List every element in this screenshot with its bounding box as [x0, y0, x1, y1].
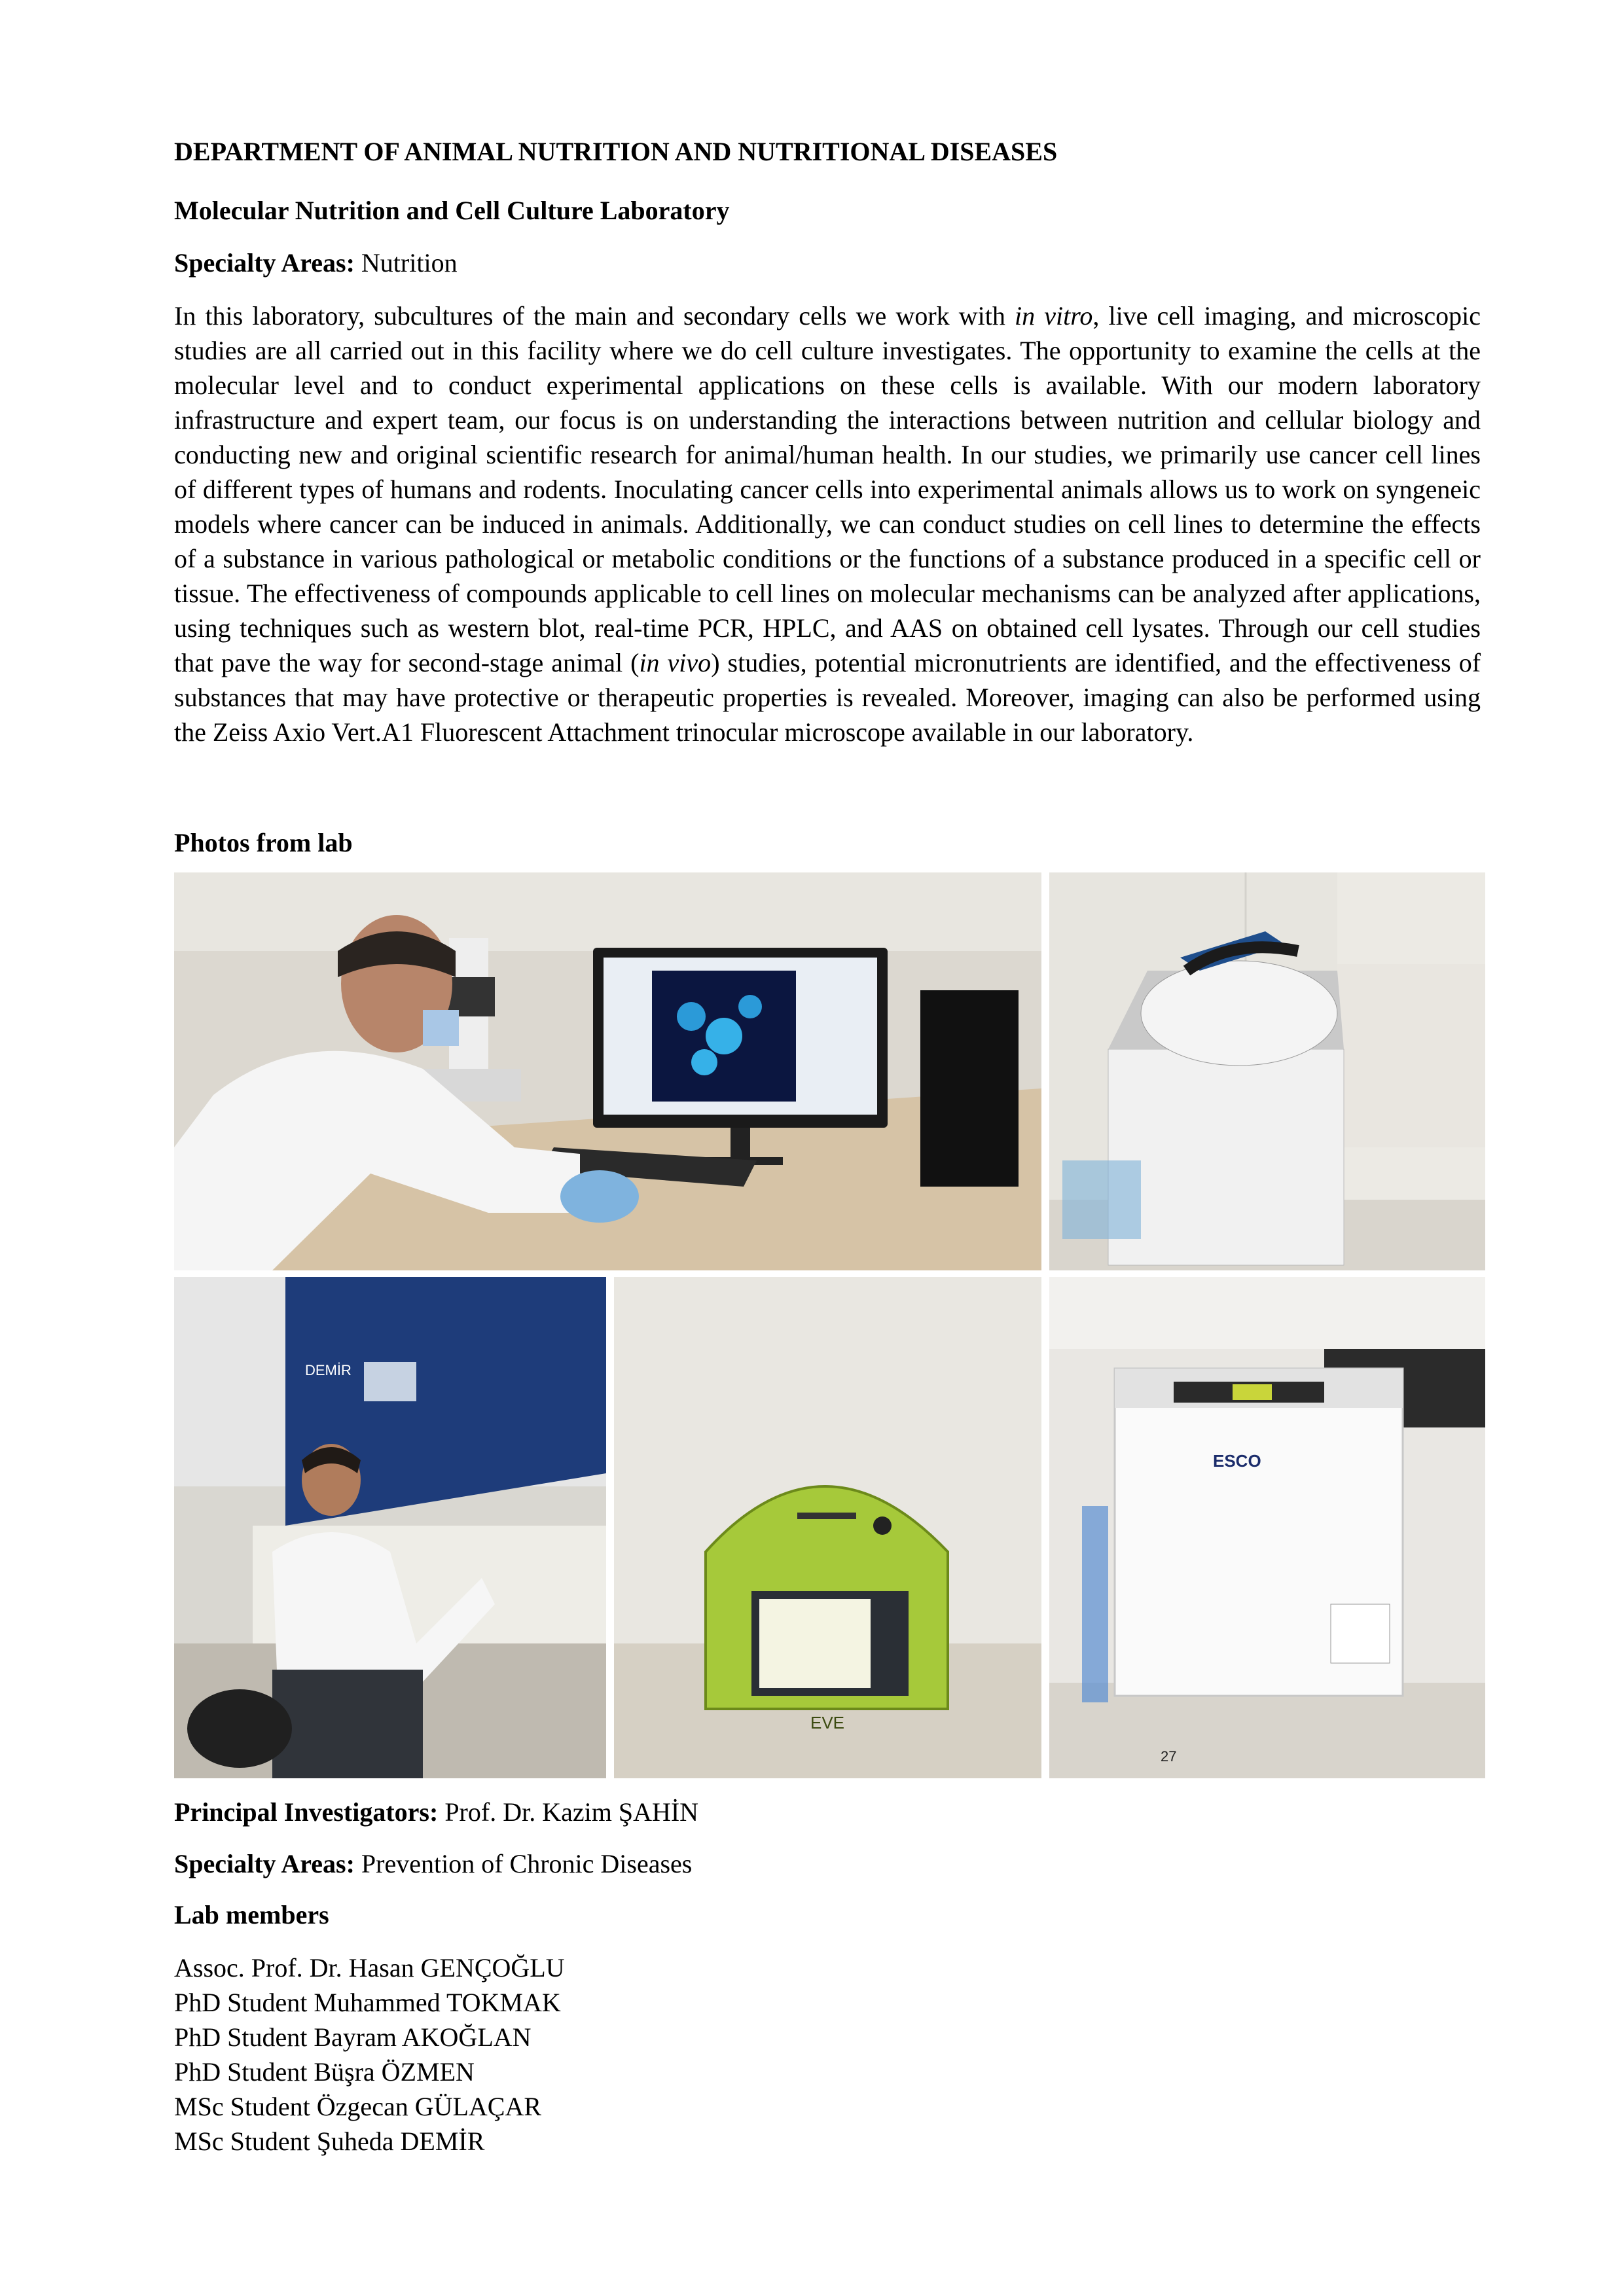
description-italic-in-vitro: in vitro [1015, 301, 1093, 331]
description-part-1: In this laboratory, subcultures of the main and secondary cells we work with [174, 301, 1015, 331]
department-heading: DEPARTMENT OF ANIMAL NUTRITION AND NUTRITIONAL DISEASES [174, 137, 1058, 166]
principal-investigators-label: Principal Investigators: [174, 1797, 439, 1827]
incubator-brand-label: ESCO [1213, 1451, 1261, 1471]
lab-members-list [174, 1950, 565, 2159]
specialty-areas-label: Specialty Areas: [174, 248, 355, 278]
photo-incubator [1049, 1277, 1485, 1778]
lab-description [174, 298, 1481, 749]
lab-heading: Molecular Nutrition and Cell Culture Laboratory [174, 196, 730, 225]
eve-brand-label: EVE [810, 1713, 845, 1732]
photos-heading: Photos from lab [174, 828, 353, 857]
description-part-3: ) studies, potential micronutrients are identified, and the effectiveness of substances that may have protective or therapeutic properties is revealed. Moreover, imaging can also be performed using the Zeiss Axio Vert.A1 Fluorescent Attachment trinocular microscope available in our laboratory. [174, 648, 1481, 747]
specialty-areas-label-2: Specialty Areas: [174, 1849, 355, 1878]
lab-member-item: MSc Student Şuheda DEMİR [174, 2126, 485, 2156]
lab-member-item: Assoc. Prof. Dr. Hasan GENÇOĞLU [174, 1953, 565, 1982]
specialty-areas-value: Nutrition [361, 248, 458, 278]
photo-cell-counter [614, 1277, 1041, 1778]
specialty-areas-value-2: Prevention of Chronic Diseases [361, 1849, 693, 1878]
lab-members-heading: Lab members [174, 1900, 329, 1929]
lab-member-item: PhD Student Muhammed TOKMAK [174, 1988, 561, 2017]
description-part-2: , live cell imaging, and microscopic studies are all carried out in this facility where we do cell culture investigates. The opportunity to examine the cells at the molecular level and to conduct experimental applications on these cells is available. With our modern laboratory infrastructure and expert team, our focus is on understanding the interactions between nutrition and cellular biology and conducting new and original scientific research for animal/human health. In our studies, we primarily use cancer cell lines of different types of humans and rodents. Inoculating cancer cells into experimental animals allows us to work on syngeneic models where cancer can be induced in animals. Additionally, we can conduct studies on cell lines to determine the effects of a substance in various pathological or metabolic conditions or the functions of a substance produced in a specific cell or tissue. The effectiveness of compounds applicable to cell lines on molecular mechanisms can be analyzed after applications, using techniques such as western blot, real-time PCR, HPLC, and AAS on obtained cell lysates. Through our cell studies that pave the way for second-stage animal ( [174, 301, 1481, 677]
incubator-number-label: 27 [1161, 1748, 1177, 1765]
specialty-areas-line-2 [174, 1848, 692, 1879]
specialty-areas-line [174, 247, 458, 278]
description-italic-in-vivo: in vivo [639, 648, 712, 677]
photo-autoclave [1049, 872, 1485, 1270]
lab-member-item: PhD Student Büşra ÖZMEN [174, 2057, 475, 2087]
lab-member-item: MSc Student Özgecan GÜLAÇAR [174, 2092, 542, 2121]
cabinet-brand-label: DEMİR [305, 1362, 352, 1378]
principal-investigators-value: Prof. Dr. Kazim ŞAHİN [444, 1797, 699, 1827]
lab-member-item: PhD Student Bayram AKOĞLAN [174, 2022, 532, 2052]
photo-biosafety-cabinet [174, 1277, 606, 1778]
photo-microscope-workstation [174, 872, 1041, 1270]
principal-investigators-line [174, 1797, 698, 1827]
